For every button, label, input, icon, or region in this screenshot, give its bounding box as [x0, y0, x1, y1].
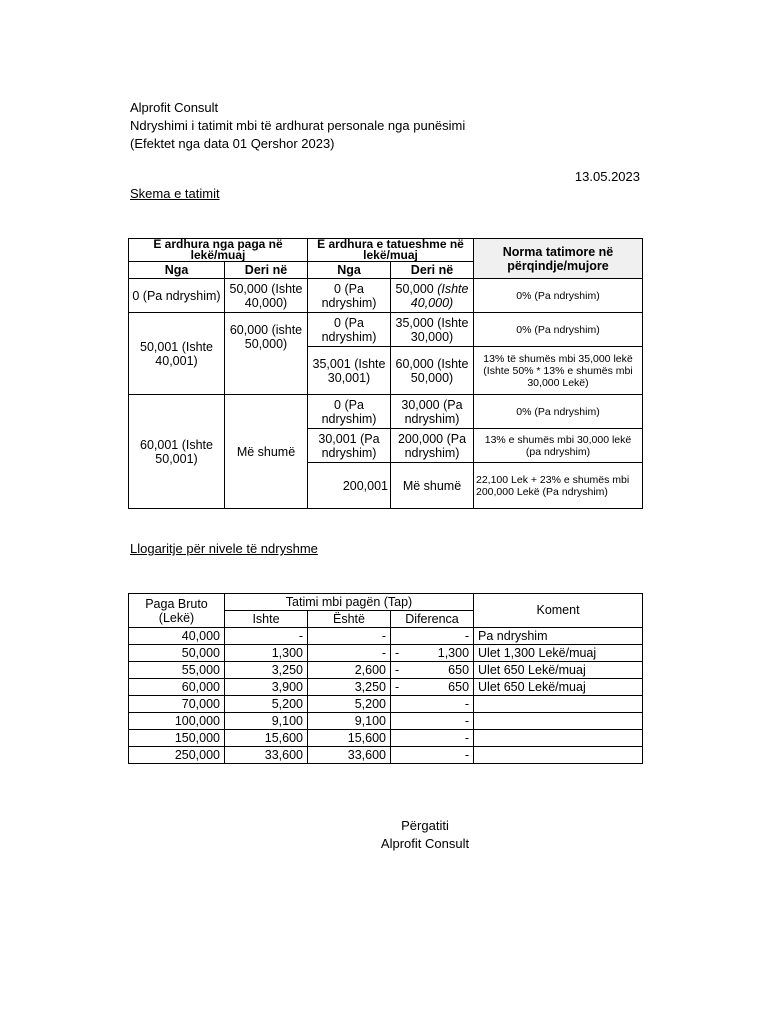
comment: Ulet 1,300 Lekë/muaj: [474, 645, 643, 662]
diff-sign: -: [395, 679, 400, 694]
taxable-from: 30,001 (Pa ndryshim): [308, 429, 391, 463]
comment: Ulet 650 Lekë/muaj: [474, 662, 643, 679]
tax-diff: [391, 730, 474, 747]
tax-diff: [391, 696, 474, 713]
taxable-to: 35,000 (Ishte 30,000): [391, 313, 474, 347]
tax-diff: [391, 747, 474, 764]
taxable-from: 200,001: [308, 463, 391, 509]
tax-schema-table: [128, 238, 643, 509]
taxable-to: Më shumë: [391, 463, 474, 509]
tax-diff: [391, 628, 474, 645]
tax-diff: [391, 679, 474, 696]
tax-is: 2,600: [308, 662, 391, 679]
document-date: 13.05.2023: [574, 169, 640, 184]
gross-value: 40,000: [129, 628, 225, 645]
tax-rate: 0% (Pa ndryshim): [474, 313, 643, 347]
header-diff: Diferenca: [391, 611, 474, 628]
comment: [474, 747, 643, 764]
tax-diff: [391, 662, 474, 679]
table-row: [129, 645, 643, 662]
header-rate: Norma tatimore në përqindje/mujore: [474, 239, 643, 279]
taxable-from: 0 (Pa ndryshim): [308, 279, 391, 313]
comment: Pa ndryshim: [474, 628, 643, 645]
diff-sign: -: [395, 645, 400, 660]
tax-was: 15,600: [225, 730, 308, 747]
tax-rate: 13% të shumës mbi 35,000 lekë (Ishte 50% * 13% e shumës mbi 30,000 Lekë): [474, 347, 643, 395]
tax-was: 1,300: [225, 645, 308, 662]
header-comment: Koment: [474, 594, 643, 628]
header-taxable: E ardhura e tatueshme në lekë/muaj: [308, 239, 474, 262]
comment: [474, 730, 643, 747]
gross-value: 50,000: [129, 645, 225, 662]
gross-value: 250,000: [129, 747, 225, 764]
schema-title: Skema e tatimit: [130, 186, 220, 201]
header-is: Është: [308, 611, 391, 628]
header-income: E ardhura nga paga në lekë/muaj: [129, 239, 308, 262]
tax-diff: [391, 645, 474, 662]
table-row: [129, 747, 643, 764]
diff-value: 650: [448, 679, 470, 694]
diff-sign: -: [395, 662, 400, 677]
prepared-company: Alprofit Consult: [380, 836, 470, 851]
tax-is: 5,200: [308, 696, 391, 713]
tax-was: 3,900: [225, 679, 308, 696]
header-income-to: Deri në: [225, 262, 308, 279]
taxable-to: 30,000 (Pa ndryshim): [391, 395, 474, 429]
effective-date-note: (Efektet nga data 01 Qershor 2023): [130, 136, 335, 151]
signature-block: [300, 817, 550, 853]
table-row: [129, 662, 643, 679]
taxable-from: 0 (Pa ndryshim): [308, 313, 391, 347]
comment: [474, 713, 643, 730]
diff-value: 1,300: [437, 645, 470, 660]
calc-title: Llogaritje për nivele të ndryshme: [130, 541, 318, 556]
taxable-to-note: (Ishte 40,000): [410, 281, 469, 310]
tax-is: 3,250: [308, 679, 391, 696]
tax-rate: 22,100 Lek + 23% e shumës mbi 200,000 Lekë (Pa ndryshim): [474, 463, 643, 509]
tax-is: -: [308, 628, 391, 645]
table-row: [129, 696, 643, 713]
income-from: 60,001 (Ishte 50,001): [129, 395, 225, 509]
table-row: [129, 395, 643, 429]
tax-is: 15,600: [308, 730, 391, 747]
tax-rate: 13% e shumës mbi 30,000 lekë (pa ndryshim): [474, 429, 643, 463]
gross-value: 70,000: [129, 696, 225, 713]
comment: Ulet 650 Lekë/muaj: [474, 679, 643, 696]
income-to: 50,000 (Ishte 40,000): [225, 279, 308, 313]
taxable-to: 60,000 (Ishte 50,000): [391, 347, 474, 395]
header-income-from: Nga: [129, 262, 225, 279]
taxable-from: 35,001 (Ishte 30,001): [308, 347, 391, 395]
table-row: [129, 730, 643, 747]
header-taxable-from: Nga: [308, 262, 391, 279]
tax-rate: 0% (Pa ndryshim): [474, 395, 643, 429]
diff-value: -: [464, 747, 470, 762]
comment: [474, 696, 643, 713]
tax-was: -: [225, 628, 308, 645]
tax-was: 5,200: [225, 696, 308, 713]
header-was: Ishte: [225, 611, 308, 628]
tax-was: 3,250: [225, 662, 308, 679]
income-from: 0 (Pa ndryshim): [129, 279, 225, 313]
header-tax: Tatimi mbi pagën (Tap): [225, 594, 474, 611]
calculation-table: [128, 593, 643, 764]
header-gross: Paga Bruto (Lekë): [129, 594, 225, 628]
diff-value: -: [464, 696, 470, 711]
table-row: [129, 279, 643, 313]
gross-value: 55,000: [129, 662, 225, 679]
tax-is: -: [308, 645, 391, 662]
taxable-to: 200,000 (Pa ndryshim): [391, 429, 474, 463]
table-row: [129, 313, 643, 347]
tax-rate: 0% (Pa ndryshim): [474, 279, 643, 313]
taxable-to: [391, 279, 474, 313]
gross-value: 150,000: [129, 730, 225, 747]
document-header: [130, 99, 465, 153]
tax-was: 33,600: [225, 747, 308, 764]
diff-value: -: [464, 730, 470, 745]
document-subject: Ndryshimi i tatimit mbi të ardhurat personale nga punësimi: [130, 118, 466, 133]
table-row: [129, 679, 643, 696]
gross-value: 100,000: [129, 713, 225, 730]
table-row: [129, 713, 643, 730]
gross-value: 60,000: [129, 679, 225, 696]
company-name: Alprofit Consult: [130, 100, 219, 115]
table-row: [129, 628, 643, 645]
income-to: Më shumë: [225, 395, 308, 509]
tax-is: 9,100: [308, 713, 391, 730]
taxable-from: 0 (Pa ndryshim): [308, 395, 391, 429]
tax-is: 33,600: [308, 747, 391, 764]
header-taxable-to: Deri në: [391, 262, 474, 279]
prepared-label: Përgatiti: [401, 818, 449, 833]
income-from: 50,001 (Ishte 40,001): [129, 313, 225, 395]
taxable-to-value: 50,000: [395, 281, 438, 296]
diff-value: -: [464, 713, 470, 728]
diff-value: -: [464, 628, 470, 643]
tax-diff: [391, 713, 474, 730]
tax-was: 9,100: [225, 713, 308, 730]
diff-value: 650: [448, 662, 470, 677]
income-to: 60,000 (ishte 50,000): [225, 313, 308, 395]
